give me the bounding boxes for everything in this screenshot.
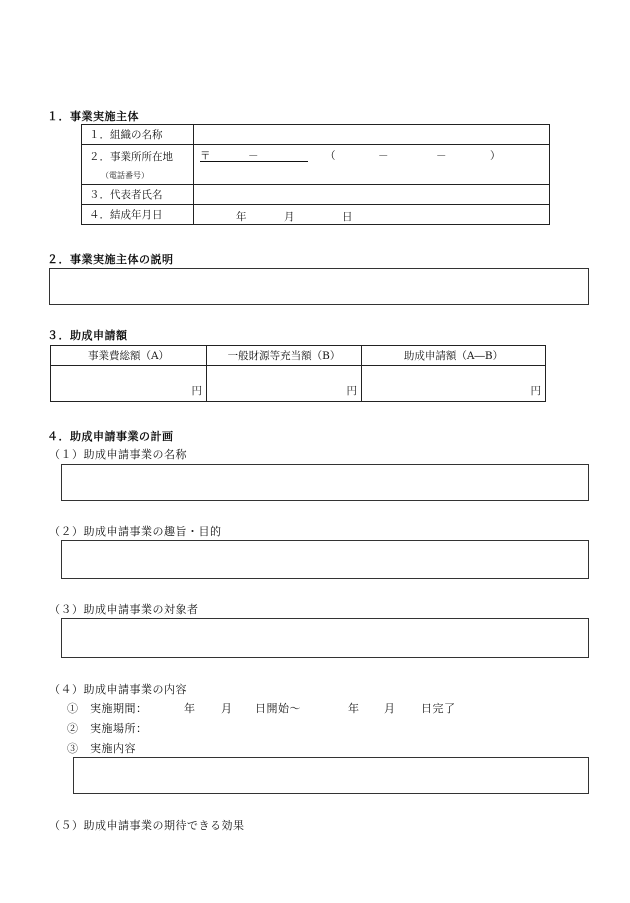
- row-label-org-name: １．組織の名称: [82, 125, 194, 145]
- address-label: ２．事業所所在地: [89, 151, 173, 163]
- yen-unit-a: 円: [191, 385, 202, 397]
- phone-paren-close: ）: [490, 150, 501, 162]
- period-end-year: 年: [348, 702, 360, 715]
- period-start-year: 年: [184, 702, 196, 715]
- header-total-cost: 事業費総額（A）: [51, 346, 207, 366]
- founded-year: 年: [236, 211, 247, 223]
- yen-unit-b: 円: [346, 385, 357, 397]
- row-label-founded: ４．結成年月日: [82, 205, 194, 225]
- header-general-funds: 一般財源等充当額（B）: [207, 346, 362, 366]
- phone-paren-open: （: [325, 150, 336, 162]
- location-label: ② 実施場所：: [67, 722, 148, 735]
- representative-field[interactable]: [194, 185, 550, 205]
- postal-dash: －: [248, 150, 259, 162]
- postal-underline: [200, 161, 308, 162]
- founded-date-field[interactable]: [194, 205, 550, 225]
- phone-dash-2: －: [436, 150, 447, 162]
- postal-mark: 〒: [200, 150, 211, 162]
- row-label-address: [82, 145, 194, 185]
- period-end-day: 日完了: [421, 702, 456, 715]
- period-start-day: 日開始～: [255, 702, 301, 715]
- target-audience-box[interactable]: [61, 618, 589, 658]
- row-label-representative: ３．代表者氏名: [82, 185, 194, 205]
- section-4-title: ４．助成申請事業の計画: [47, 430, 174, 443]
- header-grant-request: 助成申請額（A―B）: [362, 346, 546, 366]
- section-2-title: ２．事業実施主体の説明: [47, 253, 174, 266]
- subsection-2-title: （２）助成申請事業の趣旨・目的: [49, 525, 222, 538]
- section-3-title: ３．助成申請額: [47, 329, 128, 342]
- subsection-4-title: （４）助成申請事業の内容: [49, 683, 187, 696]
- project-content-box[interactable]: [73, 757, 589, 794]
- content-label: ③ 実施内容: [67, 742, 136, 755]
- general-funds-field[interactable]: [207, 366, 362, 402]
- period-start-month: 月: [221, 702, 233, 715]
- grant-amount-table: [50, 345, 546, 402]
- phone-note: （電話番号）: [101, 171, 149, 180]
- organization-description-box[interactable]: [49, 268, 589, 305]
- subsection-1-title: （１）助成申請事業の名称: [49, 448, 187, 461]
- yen-unit-c: 円: [530, 385, 541, 397]
- founded-day: 日: [342, 211, 353, 223]
- founded-month: 月: [284, 211, 295, 223]
- section-1-title: １．事業実施主体: [47, 110, 139, 123]
- org-name-field[interactable]: [194, 125, 550, 145]
- subsection-5-title: （５）助成申請事業の期待できる効果: [49, 819, 245, 832]
- grant-request-field[interactable]: [362, 366, 546, 402]
- project-purpose-box[interactable]: [61, 540, 589, 579]
- period-end-month: 月: [384, 702, 396, 715]
- project-name-box[interactable]: [61, 464, 589, 501]
- address-field[interactable]: [194, 145, 550, 185]
- organization-table: [81, 124, 550, 225]
- phone-dash-1: －: [378, 150, 389, 162]
- total-cost-field[interactable]: [51, 366, 207, 402]
- subsection-3-title: （３）助成申請事業の対象者: [49, 603, 199, 616]
- period-label: ① 実施期間：: [67, 702, 148, 715]
